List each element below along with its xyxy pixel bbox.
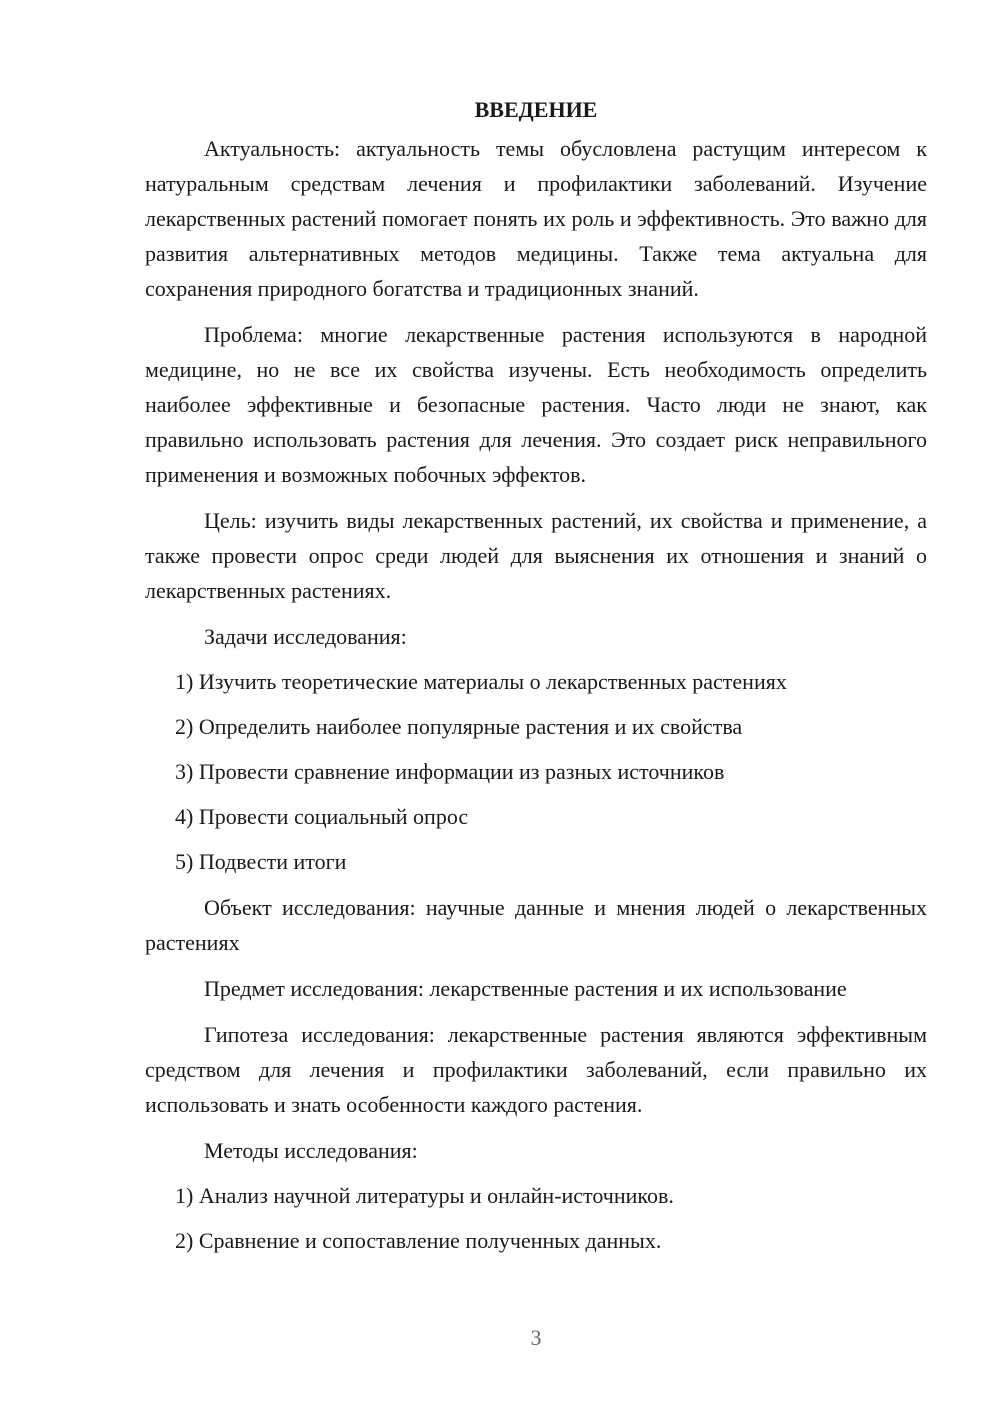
problem-paragraph: Проблема: многие лекарственные растения используются в народной медицине, но не все их свойства изучены. Есть необходимость определить наиболее эффективные и безопасные растения. Часто люди не знают, как правильно использовать растения для лечения. Это создает риск неправильного применения и возможных побочных эффектов. [145,322,927,487]
methods-heading: Методы исследования: [204,1138,418,1163]
goal-paragraph: Цель: изучить виды лекарственных растений, их свойства и применение, а также провести опрос среди людей для выяснения их отношения и знаний о лекарственных растениях. [145,508,927,603]
method-item-1: 1) Анализ научной литературы и онлайн-источников. [175,1183,674,1208]
task-item-2: 2) Определить наиболее популярные растения и их свойства [175,714,743,739]
task-item-1: 1) Изучить теоретические материалы о лекарственных растениях [175,669,787,694]
page-number: 3 [530,1325,542,1350]
document-page [145,92,927,1258]
relevance-paragraph: Актуальность: актуальность темы обусловлена растущим интересом к натуральным средствам лечения и профилактики заболеваний. Изучение лекарственных растений помогает понять их роль и эффективность. Это важно для развития альтернативных методов медицины. Также тема актуальна для сохранения природного богатства и традиционных знаний. [145,136,927,301]
hypothesis-paragraph: Гипотеза исследования: лекарственные растения являются эффективным средством для лечения и профилактики заболеваний, если правильно их использовать и знать особенности каждого растения. [145,1022,927,1117]
subject-paragraph: Предмет исследования: лекарственные растения и их использование [204,976,847,1001]
method-item-2: 2) Сравнение и сопоставление полученных данных. [175,1228,662,1253]
task-item-3: 3) Провести сравнение информации из разных источников [175,759,725,784]
task-item-4: 4) Провести социальный опрос [175,804,469,829]
task-item-5: 5) Подвести итоги [175,849,347,874]
tasks-heading: Задачи исследования: [204,624,407,649]
object-paragraph: Объект исследования: научные данные и мнения людей о лекарственных растениях [145,895,927,955]
section-title: ВВЕДЕНИЕ [474,97,598,122]
